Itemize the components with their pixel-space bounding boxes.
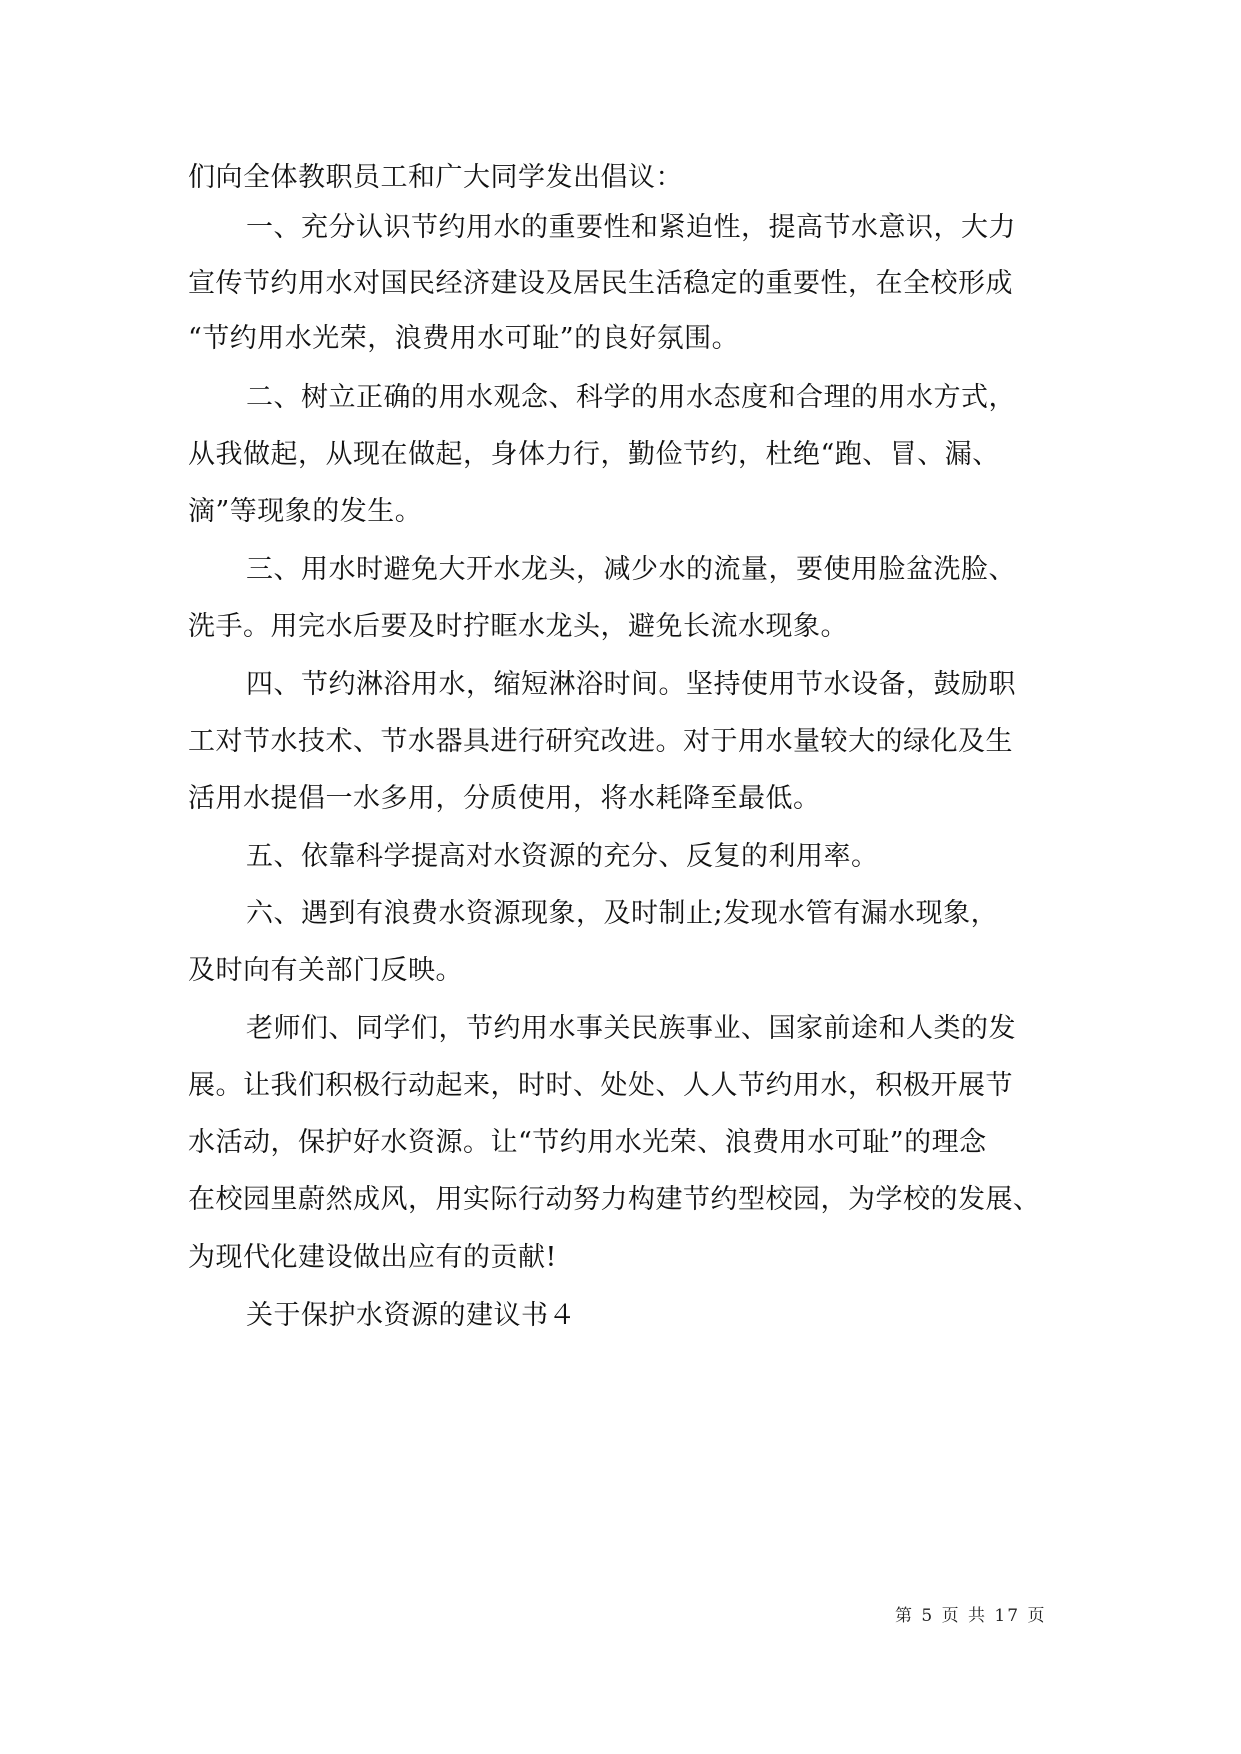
text-line: 从我做起，从现在做起，身体力行，勤俭节约，杜绝“跑、冒、漏、 <box>188 439 1000 470</box>
text-line: 老师们、同学们，节约用水事关民族事业、国家前途和人类的发 <box>246 1013 1016 1044</box>
text-line: 洗手。用完水后要及时拧眶水龙头，避免长流水现象。 <box>188 611 848 642</box>
text-line: 四、节约淋浴用水，缩短淋浴时间。坚持使用节水设备，鼓励职 <box>246 669 1016 700</box>
text-line: 活用水提倡一水多用，分质使用，将水耗降至最低。 <box>188 783 821 814</box>
text-line: 们向全体教职员工和广大同学发出倡议： <box>188 162 683 193</box>
text-line: 在校园里蔚然成风，用实际行动努力构建节约型校园，为学校的发展、 <box>188 1184 1041 1215</box>
text-line: 展。让我们积极行动起来，时时、处处、人人节约用水，积极开展节 <box>188 1070 1013 1101</box>
text-line: 六、遇到有浪费水资源现象，及时制止;发现水管有漏水现象， <box>246 898 999 929</box>
text-line: 滴”等现象的发生。 <box>188 496 423 527</box>
text-line: 为现代化建设做出应有的贡献! <box>188 1242 557 1273</box>
section-heading: 关于保护水资源的建议书４ <box>246 1300 576 1331</box>
page-number: 第 5 页 共 17 页 <box>895 1606 1047 1626</box>
text-line: 一、充分认识节约用水的重要性和紧迫性，提高节水意识，大力 <box>246 212 1016 243</box>
text-line: 二、树立正确的用水观念、科学的用水态度和合理的用水方式， <box>246 382 1016 413</box>
text-line: 宣传节约用水对国民经济建设及居民生活稳定的重要性，在全校形成 <box>188 268 1013 299</box>
text-line: 三、用水时避免大开水龙头，减少水的流量，要使用脸盆洗脸、 <box>246 554 1016 585</box>
text-line: “节约用水光荣，浪费用水可耻”的良好氛围。 <box>188 323 740 354</box>
text-line: 及时向有关部门反映。 <box>188 955 463 986</box>
text-line: 工对节水技术、节水器具进行研究改进。对于用水量较大的绿化及生 <box>188 726 1013 757</box>
text-line: 五、依靠科学提高对水资源的充分、反复的利用率。 <box>246 841 879 872</box>
text-line: 水活动，保护好水资源。让“节约用水光荣、浪费用水可耻”的理念 <box>188 1127 987 1158</box>
